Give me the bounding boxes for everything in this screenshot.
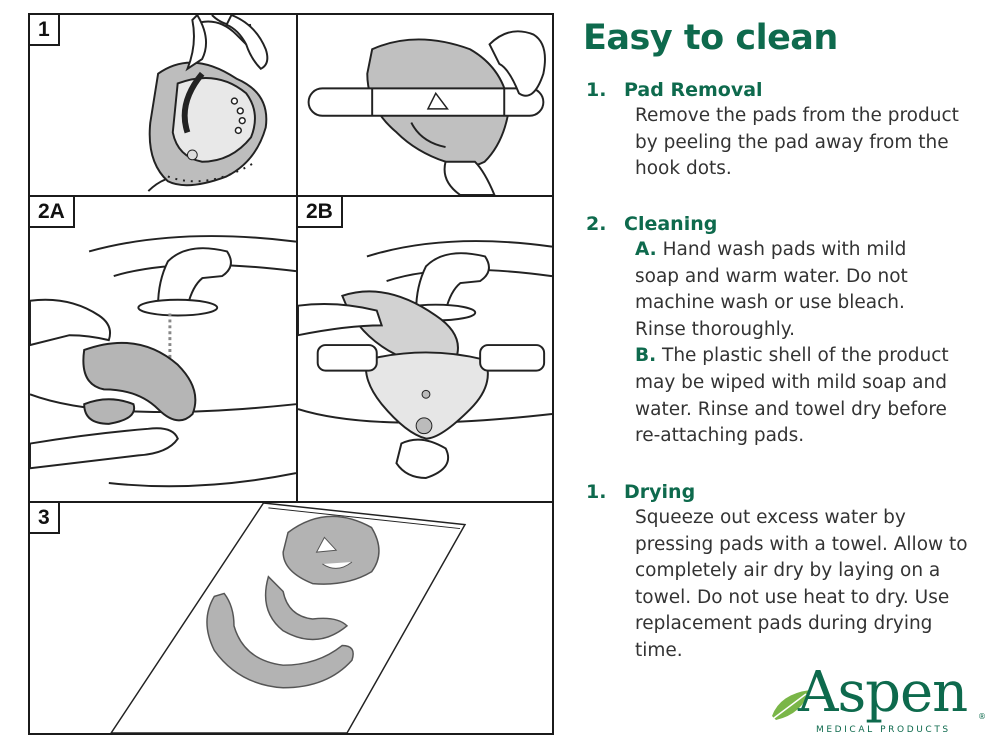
wipe-shell-illustration bbox=[298, 197, 552, 501]
section-pad-removal bbox=[583, 77, 983, 183]
body-line: replacement pads during drying bbox=[635, 613, 933, 635]
section-number: 2. bbox=[586, 213, 607, 235]
panel-label: 3 bbox=[30, 503, 60, 534]
panel-label: 2B bbox=[298, 197, 343, 228]
pad-peel-detail-illustration bbox=[298, 15, 552, 195]
step-label-a: A. bbox=[635, 239, 657, 260]
section-body bbox=[635, 103, 983, 183]
step-label-b: B. bbox=[635, 345, 657, 367]
body-line: pressing pads with a towel. Allow to bbox=[635, 533, 968, 555]
section-cleaning bbox=[583, 211, 983, 450]
panel-2a-hand-wash bbox=[28, 195, 298, 503]
panel-label: 2A bbox=[30, 197, 75, 228]
body-line: soap and warm water. Do not bbox=[635, 265, 908, 287]
section-title: Cleaning bbox=[624, 213, 718, 235]
instructions-column bbox=[583, 14, 983, 661]
section-title: Pad Removal bbox=[624, 79, 763, 101]
body-line: re-attaching pads. bbox=[635, 425, 805, 447]
section-number: 1. bbox=[586, 79, 607, 101]
section-heading bbox=[583, 77, 983, 103]
panel-3-drying bbox=[28, 501, 554, 735]
section-body bbox=[635, 505, 983, 665]
section-number: 1. bbox=[586, 481, 607, 503]
logo-subtitle: MEDICAL PRODUCTS bbox=[816, 725, 951, 735]
body-line: time. bbox=[635, 639, 683, 661]
section-title: Drying bbox=[624, 481, 696, 503]
logo-registered-mark: ® bbox=[978, 712, 986, 721]
body-line: towel. Do not use heat to dry. Use bbox=[635, 586, 950, 608]
panel-1-pad-removal bbox=[28, 13, 298, 197]
section-body bbox=[635, 237, 983, 450]
body-line: water. Rinse and towel dry before bbox=[635, 398, 947, 420]
body-line: Rinse thoroughly. bbox=[635, 318, 795, 340]
panel-1-pad-detail bbox=[296, 13, 554, 197]
section-drying bbox=[583, 479, 983, 665]
logo-wordmark: Aspen bbox=[798, 660, 968, 725]
illustration-grid bbox=[28, 13, 554, 735]
body-line: Squeeze out excess water by bbox=[635, 507, 906, 528]
collar-pad-peel-illustration bbox=[30, 15, 296, 195]
section-heading bbox=[583, 479, 983, 505]
body-line: by peeling the pad away from the bbox=[635, 131, 949, 153]
body-line: completely air dry by laying on a bbox=[635, 560, 941, 582]
hand-wash-pads-illustration bbox=[30, 197, 296, 501]
body-line: may be wiped with mild soap and bbox=[635, 371, 947, 393]
body-text: The plastic shell of the product bbox=[656, 345, 949, 367]
section-heading bbox=[583, 211, 983, 237]
body-line bbox=[635, 343, 983, 370]
body-line: machine wash or use bleach. bbox=[635, 292, 905, 314]
body-text: Hand wash pads with mild bbox=[656, 239, 907, 260]
panel-2b-wipe-shell bbox=[296, 195, 554, 503]
panel-label: 1 bbox=[30, 15, 60, 46]
body-line: hook dots. bbox=[635, 158, 732, 180]
pads-drying-on-towel-illustration bbox=[30, 503, 552, 733]
aspen-logo bbox=[770, 660, 992, 742]
body-line: Remove the pads from the product bbox=[635, 105, 959, 126]
body-line bbox=[635, 237, 983, 264]
page-title: Easy to clean bbox=[583, 18, 838, 58]
